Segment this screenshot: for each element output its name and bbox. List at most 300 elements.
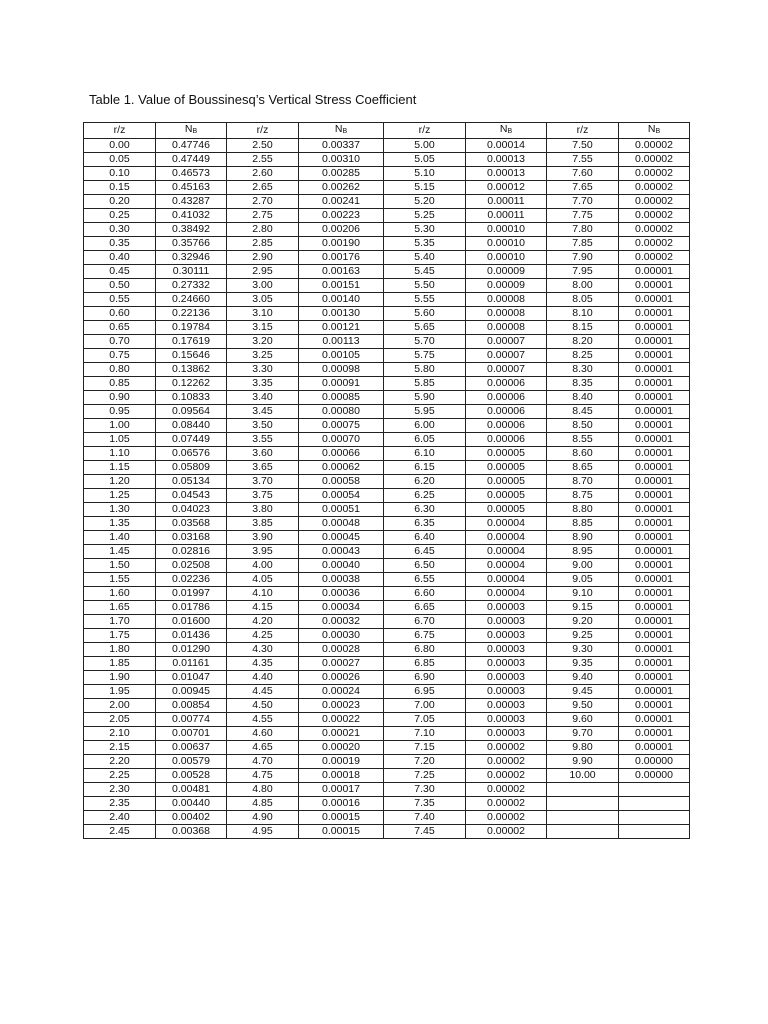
- table-cell: 0.00002: [466, 769, 547, 783]
- table-cell: 7.80: [547, 223, 619, 237]
- table-cell: 10.00: [547, 769, 619, 783]
- table-row: [84, 601, 690, 615]
- table-cell: [619, 783, 690, 797]
- table-cell: 0.00001: [619, 601, 690, 615]
- table-cell: 0.00001: [619, 335, 690, 349]
- table-cell: 0.00003: [466, 727, 547, 741]
- table-cell: 6.10: [384, 447, 466, 461]
- table-cell: 5.35: [384, 237, 466, 251]
- table-cell: 0.45: [84, 265, 156, 279]
- table-row: [84, 391, 690, 405]
- table-cell: 0.00402: [156, 811, 227, 825]
- table-cell: 0.45163: [156, 181, 227, 195]
- table-cell: 2.95: [227, 265, 299, 279]
- table-cell: 5.00: [384, 139, 466, 153]
- table-cell: 0.25: [84, 209, 156, 223]
- table-cell: 0.46573: [156, 167, 227, 181]
- column-header: [547, 123, 619, 139]
- table-cell: 0.00098: [299, 363, 384, 377]
- table-cell: 2.30: [84, 783, 156, 797]
- table-cell: 1.85: [84, 657, 156, 671]
- table-row: [84, 503, 690, 517]
- table-cell: 0.00002: [619, 139, 690, 153]
- table-cell: 0.00002: [466, 741, 547, 755]
- table-cell: 2.75: [227, 209, 299, 223]
- table-row: [84, 335, 690, 349]
- table-cell: 4.20: [227, 615, 299, 629]
- table-cell: 0.00005: [466, 475, 547, 489]
- table-cell: 1.90: [84, 671, 156, 685]
- table-cell: 7.85: [547, 237, 619, 251]
- table-cell: 8.05: [547, 293, 619, 307]
- table-row: [84, 783, 690, 797]
- table-cell: 5.65: [384, 321, 466, 335]
- table-cell: 4.10: [227, 587, 299, 601]
- table-row: [84, 741, 690, 755]
- table-cell: 0.00085: [299, 391, 384, 405]
- table-cell: 0.85: [84, 377, 156, 391]
- boussinesq-table: [83, 122, 690, 839]
- table-cell: 0.32946: [156, 251, 227, 265]
- table-cell: 0.00004: [466, 517, 547, 531]
- table-cell: 2.65: [227, 181, 299, 195]
- table-cell: 0.35766: [156, 237, 227, 251]
- table-cell: 0.00001: [619, 545, 690, 559]
- table-cell: 0.90: [84, 391, 156, 405]
- table-body: [84, 139, 690, 839]
- table-cell: 0.00701: [156, 727, 227, 741]
- table-cell: [547, 825, 619, 839]
- table-cell: 4.45: [227, 685, 299, 699]
- table-cell: 0.00012: [466, 181, 547, 195]
- table-cell: 4.00: [227, 559, 299, 573]
- table-row: [84, 811, 690, 825]
- table-cell: 0.20: [84, 195, 156, 209]
- table-row: [84, 237, 690, 251]
- table-cell: 0.35: [84, 237, 156, 251]
- table-cell: 0.00241: [299, 195, 384, 209]
- table-cell: 0.00038: [299, 573, 384, 587]
- column-header-label: N: [647, 123, 656, 135]
- table-cell: 3.65: [227, 461, 299, 475]
- table-cell: 0.02508: [156, 559, 227, 573]
- table-cell: 5.50: [384, 279, 466, 293]
- table-cell: 0.00021: [299, 727, 384, 741]
- table-cell: 0.00001: [619, 419, 690, 433]
- table-cell: 0.00310: [299, 153, 384, 167]
- table-cell: 0.00001: [619, 573, 690, 587]
- table-cell: 0.00003: [466, 657, 547, 671]
- table-cell: 1.00: [84, 419, 156, 433]
- table-cell: 0.00007: [466, 335, 547, 349]
- table-cell: 0.00001: [619, 517, 690, 531]
- table-cell: 2.15: [84, 741, 156, 755]
- table-cell: 0.00003: [466, 713, 547, 727]
- table-cell: 3.70: [227, 475, 299, 489]
- table-row: [84, 671, 690, 685]
- table-row: [84, 265, 690, 279]
- table-caption: Table 1. Value of Boussinesq’s Vertical Stress Coefficient: [89, 92, 417, 107]
- table-cell: 6.20: [384, 475, 466, 489]
- table-cell: 1.30: [84, 503, 156, 517]
- table-cell: 0.15646: [156, 349, 227, 363]
- column-header: [84, 123, 156, 139]
- table-cell: 0.47746: [156, 139, 227, 153]
- table-cell: 0.00043: [299, 545, 384, 559]
- table-cell: 3.10: [227, 307, 299, 321]
- table-row: [84, 629, 690, 643]
- table-cell: 0.00001: [619, 699, 690, 713]
- table-cell: 5.80: [384, 363, 466, 377]
- table-cell: 8.25: [547, 349, 619, 363]
- column-header-subscript: B: [507, 128, 513, 135]
- table-cell: 1.80: [84, 643, 156, 657]
- table-cell: 6.60: [384, 587, 466, 601]
- table-cell: 0.00006: [466, 377, 547, 391]
- table-cell: [547, 811, 619, 825]
- table-cell: 0.00023: [299, 699, 384, 713]
- table-cell: 3.95: [227, 545, 299, 559]
- table-cell: 8.95: [547, 545, 619, 559]
- table-cell: 1.60: [84, 587, 156, 601]
- table-cell: 0.01047: [156, 671, 227, 685]
- table-cell: 8.10: [547, 307, 619, 321]
- table-cell: 0.00003: [466, 699, 547, 713]
- table-cell: 4.55: [227, 713, 299, 727]
- table-cell: 6.15: [384, 461, 466, 475]
- table-row: [84, 293, 690, 307]
- table-cell: [547, 783, 619, 797]
- table-cell: 0.00190: [299, 237, 384, 251]
- table-cell: 4.85: [227, 797, 299, 811]
- table-cell: 6.90: [384, 671, 466, 685]
- table-cell: 2.70: [227, 195, 299, 209]
- table-cell: 0.30111: [156, 265, 227, 279]
- table-cell: 8.35: [547, 377, 619, 391]
- table-cell: 0.06576: [156, 447, 227, 461]
- table-cell: 0.00001: [619, 685, 690, 699]
- table-row: [84, 251, 690, 265]
- table-cell: 0.15: [84, 181, 156, 195]
- table-header-row: [84, 123, 690, 139]
- table-cell: 9.05: [547, 573, 619, 587]
- table-cell: [619, 811, 690, 825]
- column-header-label: N: [184, 123, 193, 135]
- table-cell: 0.00080: [299, 405, 384, 419]
- table-cell: 7.45: [384, 825, 466, 839]
- table-cell: 3.20: [227, 335, 299, 349]
- table-row: [84, 307, 690, 321]
- table-cell: 0.00001: [619, 377, 690, 391]
- table-row: [84, 517, 690, 531]
- table-cell: 0.00528: [156, 769, 227, 783]
- table-cell: 5.30: [384, 223, 466, 237]
- table-cell: 2.90: [227, 251, 299, 265]
- table-cell: 1.40: [84, 531, 156, 545]
- table-cell: 6.40: [384, 531, 466, 545]
- table-row: [84, 223, 690, 237]
- table-cell: 0.00007: [466, 349, 547, 363]
- table-cell: 0.00113: [299, 335, 384, 349]
- table-cell: 0.12262: [156, 377, 227, 391]
- table-cell: 6.85: [384, 657, 466, 671]
- table-cell: 0.00006: [466, 391, 547, 405]
- table-cell: 5.25: [384, 209, 466, 223]
- table-row: [84, 447, 690, 461]
- table-cell: 7.10: [384, 727, 466, 741]
- table-cell: 0.00004: [466, 587, 547, 601]
- table-cell: 2.50: [227, 139, 299, 153]
- table-cell: 0.55: [84, 293, 156, 307]
- table-cell: 2.85: [227, 237, 299, 251]
- table-cell: 1.50: [84, 559, 156, 573]
- table-row: [84, 685, 690, 699]
- table-cell: 0.00011: [466, 195, 547, 209]
- table-cell: 0.00002: [466, 783, 547, 797]
- table-cell: 0.00001: [619, 629, 690, 643]
- table-cell: 0.27332: [156, 279, 227, 293]
- table-cell: 9.45: [547, 685, 619, 699]
- table-cell: 9.70: [547, 727, 619, 741]
- column-header-label: r/z: [576, 124, 589, 136]
- table-cell: 0.00001: [619, 489, 690, 503]
- table-cell: 0.00003: [466, 615, 547, 629]
- table-cell: 9.90: [547, 755, 619, 769]
- table-cell: 7.90: [547, 251, 619, 265]
- table-row: [84, 755, 690, 769]
- table-cell: 0.00014: [466, 139, 547, 153]
- table-cell: 7.20: [384, 755, 466, 769]
- table-cell: 3.80: [227, 503, 299, 517]
- table-row: [84, 615, 690, 629]
- column-header: [156, 123, 227, 139]
- table-cell: 0.00001: [619, 433, 690, 447]
- table-cell: 0.00015: [299, 811, 384, 825]
- table-cell: 8.45: [547, 405, 619, 419]
- table-cell: 0.00075: [299, 419, 384, 433]
- table-cell: 0.00010: [466, 251, 547, 265]
- table-cell: 8.80: [547, 503, 619, 517]
- table-cell: 0.10833: [156, 391, 227, 405]
- table-cell: 0.00006: [466, 433, 547, 447]
- table-cell: 5.60: [384, 307, 466, 321]
- table-cell: 1.95: [84, 685, 156, 699]
- table-row: [84, 573, 690, 587]
- table-cell: 8.85: [547, 517, 619, 531]
- table-cell: 8.65: [547, 461, 619, 475]
- table-row: [84, 139, 690, 153]
- table-cell: 5.10: [384, 167, 466, 181]
- table-cell: 0.80: [84, 363, 156, 377]
- table-cell: 1.70: [84, 615, 156, 629]
- table-cell: 3.75: [227, 489, 299, 503]
- table-cell: 8.90: [547, 531, 619, 545]
- table-cell: 4.25: [227, 629, 299, 643]
- table-cell: 6.35: [384, 517, 466, 531]
- table-cell: 8.75: [547, 489, 619, 503]
- table-cell: 0.00337: [299, 139, 384, 153]
- table-row: [84, 769, 690, 783]
- table-cell: 6.75: [384, 629, 466, 643]
- table-cell: 0.00001: [619, 293, 690, 307]
- table-cell: 3.55: [227, 433, 299, 447]
- table-cell: 0.00004: [466, 559, 547, 573]
- table-cell: 0.00001: [619, 265, 690, 279]
- table-cell: 0.00002: [466, 755, 547, 769]
- table-cell: 0.00854: [156, 699, 227, 713]
- table-cell: 0.17619: [156, 335, 227, 349]
- table-cell: 0.00018: [299, 769, 384, 783]
- table-cell: 0.08440: [156, 419, 227, 433]
- table-cell: [547, 797, 619, 811]
- table-cell: 9.20: [547, 615, 619, 629]
- table-cell: 7.60: [547, 167, 619, 181]
- table-cell: 3.85: [227, 517, 299, 531]
- table-cell: 0.00001: [619, 363, 690, 377]
- table-cell: 0.40: [84, 251, 156, 265]
- table-cell: 0.30: [84, 223, 156, 237]
- table-cell: 8.15: [547, 321, 619, 335]
- table-cell: 0.00048: [299, 517, 384, 531]
- table-cell: 0.00009: [466, 279, 547, 293]
- table-cell: 5.90: [384, 391, 466, 405]
- table-cell: 4.60: [227, 727, 299, 741]
- table-cell: 0.00008: [466, 293, 547, 307]
- table-cell: 0.00579: [156, 755, 227, 769]
- table-cell: 6.45: [384, 545, 466, 559]
- table-cell: 3.90: [227, 531, 299, 545]
- table-cell: 2.80: [227, 223, 299, 237]
- table-cell: 0.00003: [466, 643, 547, 657]
- table-cell: 0.01290: [156, 643, 227, 657]
- table-cell: 5.95: [384, 405, 466, 419]
- table-cell: 1.05: [84, 433, 156, 447]
- table-cell: 4.50: [227, 699, 299, 713]
- table-cell: 8.70: [547, 475, 619, 489]
- table-cell: 2.60: [227, 167, 299, 181]
- table-cell: 4.30: [227, 643, 299, 657]
- table-cell: 0.00005: [466, 461, 547, 475]
- table-cell: 3.00: [227, 279, 299, 293]
- table-cell: 0.00774: [156, 713, 227, 727]
- table-cell: 0.00016: [299, 797, 384, 811]
- table-row: [84, 181, 690, 195]
- table-cell: 1.45: [84, 545, 156, 559]
- table-cell: 7.55: [547, 153, 619, 167]
- table-cell: 6.50: [384, 559, 466, 573]
- table-cell: 0.00002: [619, 153, 690, 167]
- table-cell: 0.00002: [466, 825, 547, 839]
- table-cell: 0.00001: [619, 405, 690, 419]
- table-cell: 4.15: [227, 601, 299, 615]
- table-cell: 0.00062: [299, 461, 384, 475]
- table-row: [84, 559, 690, 573]
- table-cell: 0.00002: [619, 195, 690, 209]
- table-cell: 6.05: [384, 433, 466, 447]
- table-cell: 2.40: [84, 811, 156, 825]
- table-cell: 0.19784: [156, 321, 227, 335]
- table-cell: 7.35: [384, 797, 466, 811]
- table-cell: 0.00001: [619, 531, 690, 545]
- table-cell: 7.40: [384, 811, 466, 825]
- table-cell: 5.05: [384, 153, 466, 167]
- table-cell: 2.20: [84, 755, 156, 769]
- table-cell: 0.00010: [466, 237, 547, 251]
- table-cell: 3.35: [227, 377, 299, 391]
- table-cell: 0.00368: [156, 825, 227, 839]
- table-cell: 6.80: [384, 643, 466, 657]
- table-row: [84, 461, 690, 475]
- table-cell: 5.70: [384, 335, 466, 349]
- table-cell: 0.41032: [156, 209, 227, 223]
- table-cell: 9.10: [547, 587, 619, 601]
- table-cell: 0.00130: [299, 307, 384, 321]
- table-cell: 0.04543: [156, 489, 227, 503]
- column-header-label: r/z: [418, 124, 431, 136]
- table-cell: 0.00637: [156, 741, 227, 755]
- table-cell: 3.25: [227, 349, 299, 363]
- table-cell: 0.00001: [619, 727, 690, 741]
- table-cell: 0.00030: [299, 629, 384, 643]
- table-cell: 7.05: [384, 713, 466, 727]
- table-cell: 0.38492: [156, 223, 227, 237]
- table-cell: 0.13862: [156, 363, 227, 377]
- table-cell: 0.00034: [299, 601, 384, 615]
- table-cell: 0.00206: [299, 223, 384, 237]
- table-cell: 0.50: [84, 279, 156, 293]
- table-cell: 0.00001: [619, 741, 690, 755]
- table-cell: 3.50: [227, 419, 299, 433]
- table-cell: 4.05: [227, 573, 299, 587]
- table-cell: 6.55: [384, 573, 466, 587]
- table-row: [84, 531, 690, 545]
- table-cell: 9.00: [547, 559, 619, 573]
- table-cell: 0.00001: [619, 587, 690, 601]
- table-cell: 1.10: [84, 447, 156, 461]
- table-cell: 7.25: [384, 769, 466, 783]
- table-cell: 0.00001: [619, 279, 690, 293]
- table-cell: 7.00: [384, 699, 466, 713]
- table-cell: 0.00007: [466, 363, 547, 377]
- table-cell: 3.45: [227, 405, 299, 419]
- column-header: [466, 123, 547, 139]
- table-cell: 0.01997: [156, 587, 227, 601]
- table-cell: 0.00008: [466, 321, 547, 335]
- column-header-label: N: [499, 123, 508, 135]
- table-cell: 0.00011: [466, 209, 547, 223]
- table-cell: 0.00002: [619, 251, 690, 265]
- table-cell: 0.00036: [299, 587, 384, 601]
- table-cell: 4.40: [227, 671, 299, 685]
- table-cell: 0.00017: [299, 783, 384, 797]
- table-cell: 0.01436: [156, 629, 227, 643]
- table-cell: 9.50: [547, 699, 619, 713]
- table-cell: 4.75: [227, 769, 299, 783]
- table-cell: 0.00002: [466, 797, 547, 811]
- table-cell: 8.00: [547, 279, 619, 293]
- table-cell: 2.25: [84, 769, 156, 783]
- table-cell: 0.00027: [299, 657, 384, 671]
- table-cell: 4.65: [227, 741, 299, 755]
- table-cell: 0.00001: [619, 307, 690, 321]
- table-cell: 2.45: [84, 825, 156, 839]
- table-cell: 0.00091: [299, 377, 384, 391]
- table-cell: 1.35: [84, 517, 156, 531]
- table-cell: 4.70: [227, 755, 299, 769]
- table-cell: 0.00223: [299, 209, 384, 223]
- column-header-label: r/z: [256, 124, 269, 136]
- table-cell: 0.00440: [156, 797, 227, 811]
